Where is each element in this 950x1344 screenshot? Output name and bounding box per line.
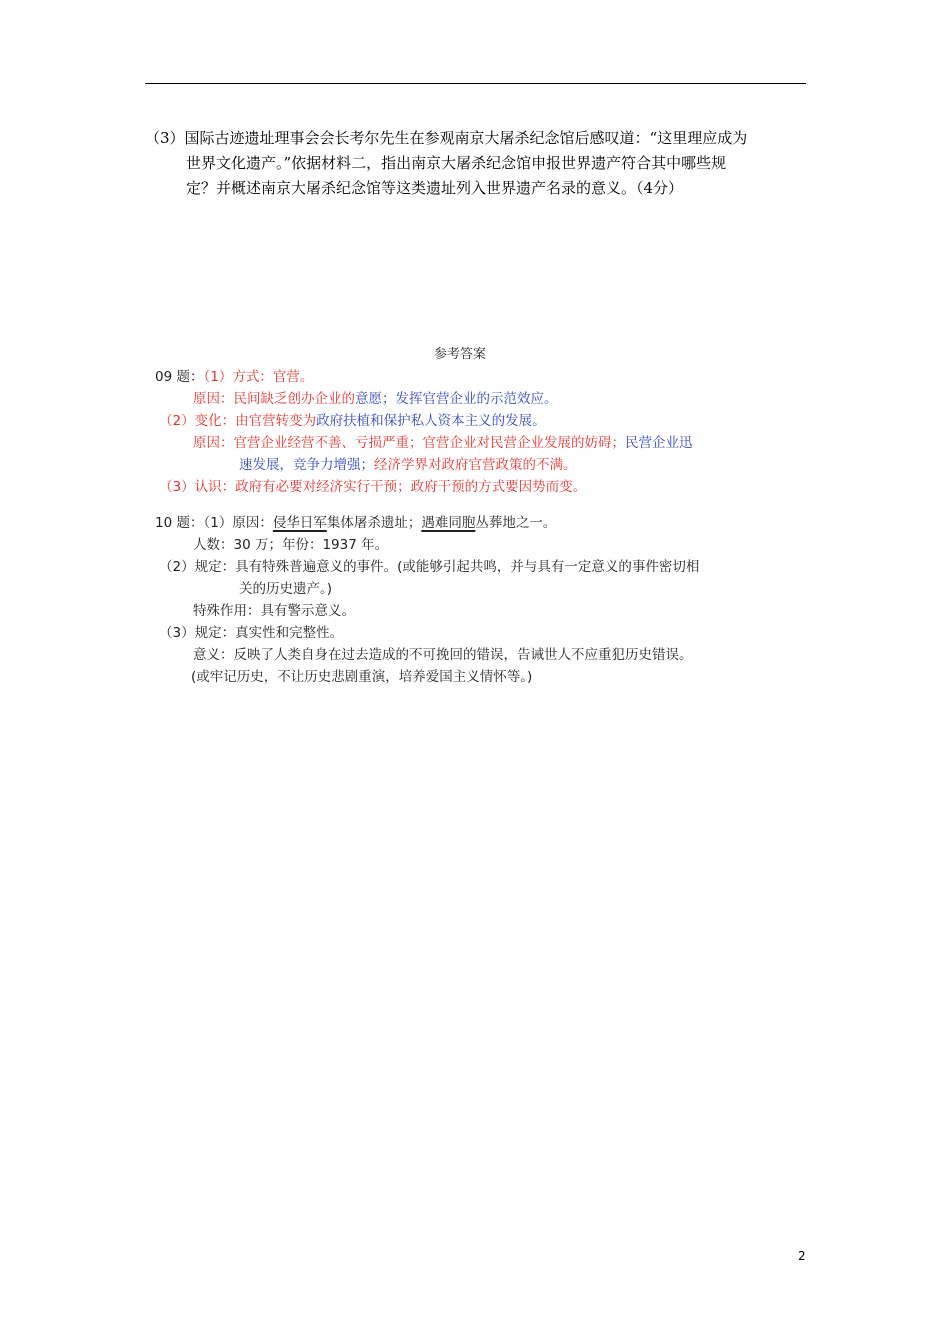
q09-p2-reason-a: 官营企业经营不善、亏损严重； (233, 435, 423, 451)
q10-p2-label: （2）规定： (159, 559, 236, 575)
page-number: 2 (798, 1249, 806, 1263)
question-line-1: （3）国际古迹遗址理事会会长考尔先生在参观南京大屠杀纪念馆后感叹道：“这里理应成为 (145, 129, 748, 147)
question-line-2: 世界文化遗产。”依据材料二，指出南京大屠杀纪念馆申报世界遗产符合其中哪些规 (186, 154, 727, 172)
q09-p2-reason-d: 速发展，竞争力增强； (239, 457, 374, 473)
q09-p3-blue: 政府干预的方式要因势而变。 (410, 479, 587, 495)
q09-p2-reason-cont (155, 454, 755, 476)
q10-number: 10 题： (155, 515, 204, 531)
q09-reason-blue: 意愿；发挥官营企业的示范效应。 (355, 391, 558, 407)
q09-p3-label: （3）认识： (159, 479, 236, 495)
q09-reason-red: 民间缺乏创办企业的 (233, 391, 355, 407)
q09-p2-blue: 政府扶植和保护私人资本主义的发展。 (316, 413, 546, 429)
q09-p2-red: 由官营转变为 (235, 413, 317, 429)
q10-p1-label: （1）原因： (203, 515, 273, 531)
q10-p1-text2: 丛葬地之一。 (475, 515, 557, 531)
q10-p3-label: （3）规定： (159, 625, 236, 641)
question-line-3: 定？并概述南京大屠杀纪念馆等这类遗址列入世界遗产名录的意义。（4分） (186, 179, 684, 197)
q10-count: 人数：30 万；年份：1937 年。 (193, 537, 389, 553)
q09-p2-reason-e: 经济学界对政府官营政策的不满。 (374, 457, 577, 473)
q09-p2-reason (155, 432, 755, 454)
q10-special: 特殊作用：具有警示意义。 (193, 603, 355, 619)
q10-part3 (155, 622, 755, 644)
q09-p2-reason-b: 官营企业对民营企业发展的妨碍； (422, 435, 625, 451)
q09-part2 (155, 410, 755, 432)
q10-meaning-cont: (或牢记历史，不让历史悲剧重演，培养爱国主义情怀等。) (191, 669, 533, 685)
q10-p3-text: 真实性和完整性。 (235, 625, 344, 641)
q10-p1-text1: 集体屠杀遗址； (326, 515, 422, 531)
q10-p2-cont: 关的历史遗产。) (239, 581, 333, 597)
q09-p1-text: 官营。 (272, 369, 314, 385)
question-3 (145, 126, 815, 201)
q10-p1-underline1: 侵华日军 (272, 515, 327, 531)
q09-p3-red: 政府有必要对经济实行干预； (235, 479, 411, 495)
q10-meaning: 意义：反映了人类自身在过去造成的不可挽回的错误，告诫世人不应重犯历史错误。 (193, 647, 693, 663)
q09-part1 (155, 366, 755, 388)
q09-p2-reason-c: 民营企业迅 (625, 435, 693, 451)
reference-answers (155, 343, 755, 688)
q09-p1-label: （1）方式： (203, 369, 273, 385)
q09-p2-label: （2）变化： (159, 413, 236, 429)
q09-part3 (155, 476, 755, 498)
answers-title: 参考答案 (433, 347, 486, 362)
q10-p2-text: 具有特殊普遍意义的事件。(或能够引起共鸣，并与具有一定意义的事件密切相 (235, 559, 700, 575)
header-rule (145, 83, 806, 84)
q10-part2 (155, 556, 755, 578)
q09-p2-reason-label: 原因： (193, 435, 234, 451)
q10-p1-underline2: 遇难同胞 (421, 515, 476, 531)
q09-number: 09 题： (155, 369, 204, 385)
q10-part1 (155, 512, 755, 534)
q09-reason (155, 388, 755, 410)
q09-reason-label: 原因： (193, 391, 234, 407)
